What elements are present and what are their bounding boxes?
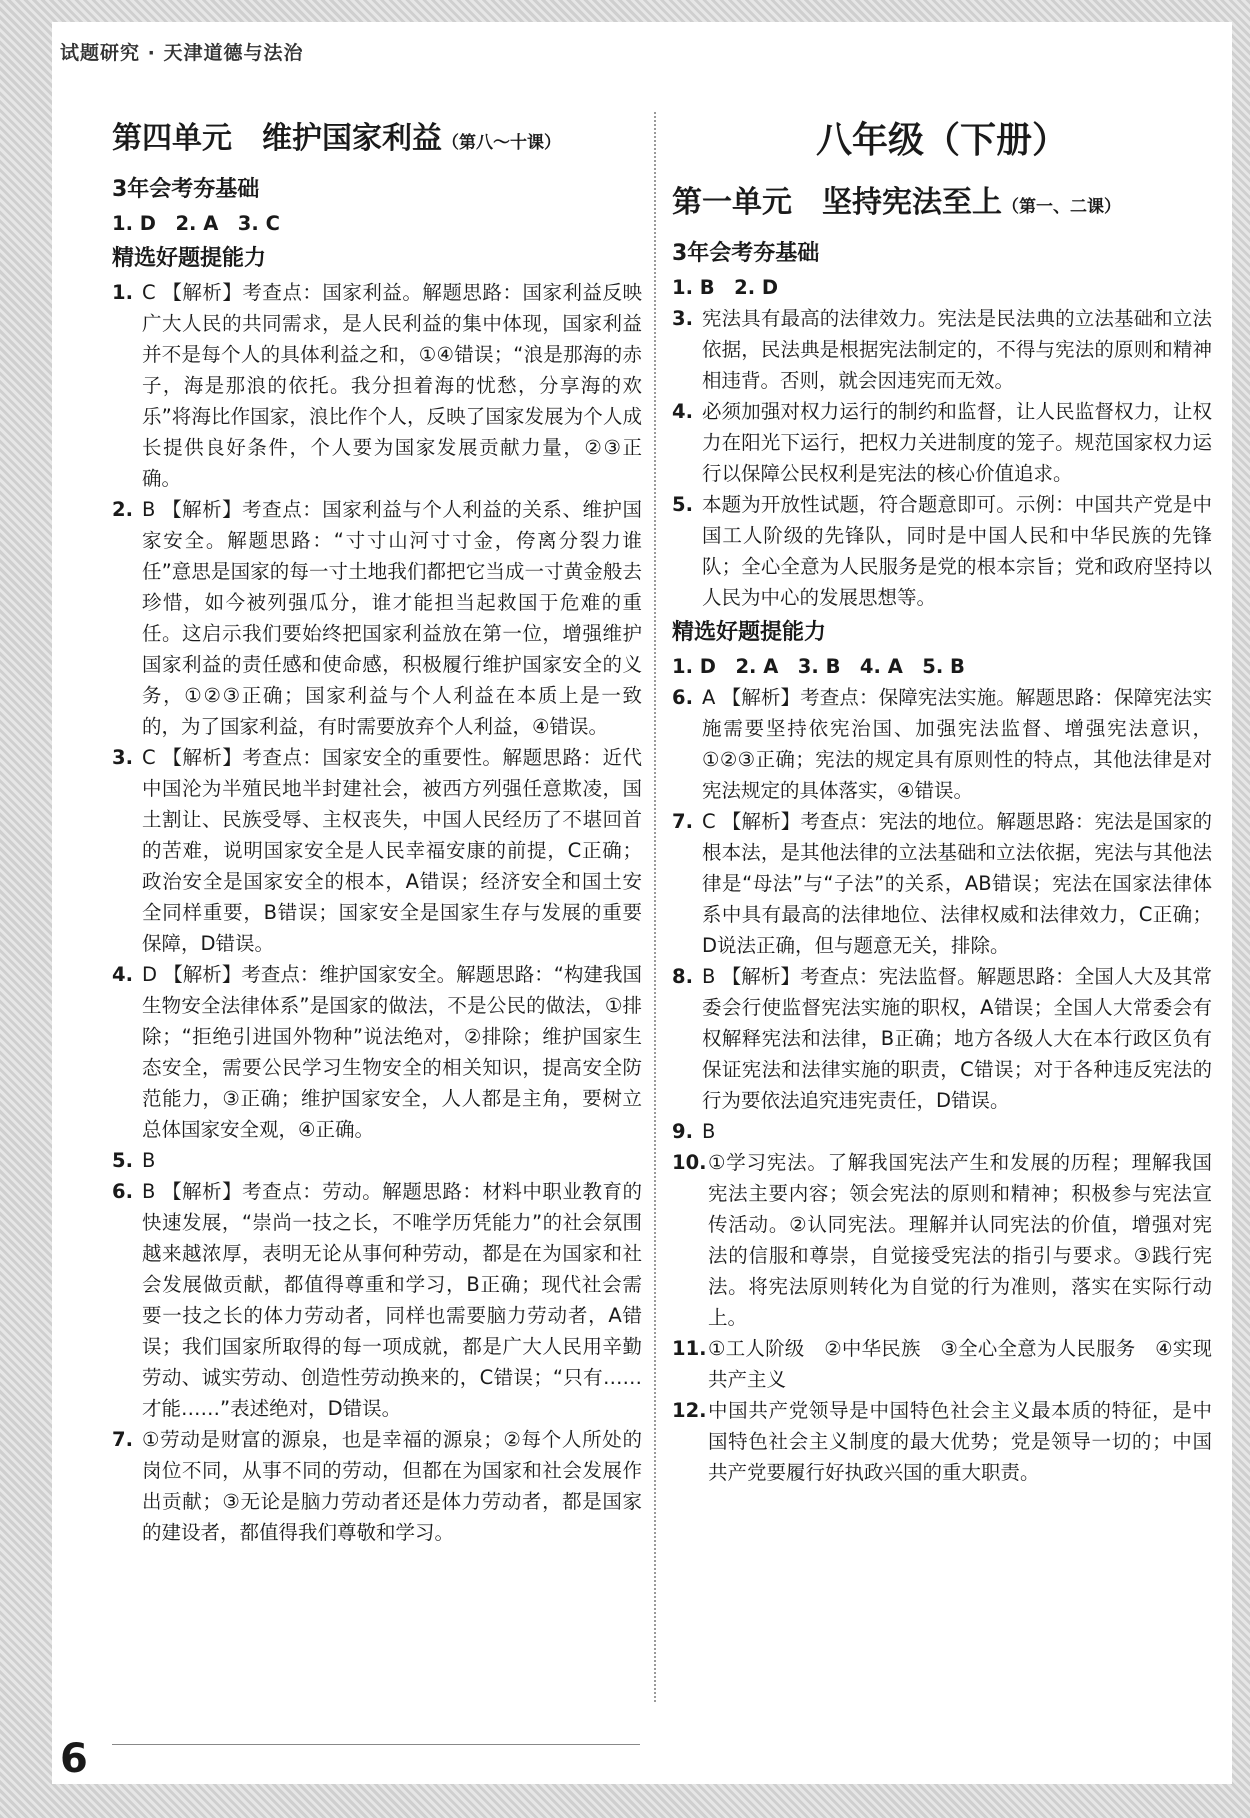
section-heading: 3年会考夯基础 [112,177,260,202]
unit-title-sub: （第八～十课） [442,133,561,153]
unit-title-left [112,116,642,166]
answer-item: 7. ①劳动是财富的源泉，也是幸福的源泉；②每个人所处的岗位不同，从事不同的劳动，但都在为国家和社会发展作出贡献；③无论是脑力劳动者还是体力劳动者，都是国家的建设者，都值得我们尊敬和学习。 [112,1428,642,1544]
answer-item: 5. 本题为开放性试题，符合题意即可。示例：中国共产党是中国工人阶级的先锋队，同时是中国人民和中华民族的先锋队；全心全意为人民服务是党的根本宗旨；党和政府坚持以人民为中心的发展思想等。 [672,493,1212,609]
answer-item: 6. A 【解析】考查点：保障宪法实施。解题思路：保障宪法实施需要坚持依宪治国、加强宪法监督、增强宪法意识，①②③正确；宪法的规定具有原则性的特点，其他法律是对宪法规定的具体落实，④错误。 [672,686,1212,802]
answer-item: 9. B [672,1120,716,1143]
answer-list [672,682,1212,1488]
answer-item: 11. ①工人阶级 ②中华民族 ③全心全意为人民服务 ④实现共产主义 [672,1337,1212,1391]
answer-item: 12. 中国共产党领导是中国特色社会主义最本质的特征，是中国特色社会主义制度的最大优势；党是领导一切的；中国共产党要履行好执政兴国的重大职责。 [672,1399,1212,1484]
running-header: 试题研究 · 天津道德与法治 [60,42,304,64]
right-column [672,116,1212,1488]
section-heading: 精选好题提能力 [672,620,827,645]
basics-answers: 1. D 2. A 3. C [112,212,280,235]
left-column [112,116,642,1548]
answer-item: 8. B 【解析】考查点：宪法监督。解题思路：全国人大及其常委会行使监督宪法实施的职权，A错误；全国人大常委会有权解释宪法和法律，B正确；地方各级人大在本行政区负有保证宪法和法律实施的职责，C错误；对于各种违反宪法的行为要依法追究违宪责任，D错误。 [672,965,1212,1112]
answer-item: 4. 必须加强对权力运行的制约和监督，让人民监督权力，让权力在阳光下运行，把权力关进制度的笼子。规范国家权力运行以保障公民权利是宪法的核心价值追求。 [672,400,1212,485]
grade-title: 八年级（下册） [815,120,1068,161]
answer-item: 5. B [112,1149,156,1172]
section-heading: 精选好题提能力 [112,246,267,271]
unit-title-text: 第四单元 维护国家利益 [112,121,442,156]
answer-list [112,277,642,1548]
answer-list [672,303,1212,613]
unit-title-right [672,180,1212,230]
answer-item: 3. 宪法具有最高的法律效力。宪法是民法典的立法基础和立法依据，民法典是根据宪法制定的，不得与宪法的原则和精神相违背。否则，就会因违宪而无效。 [672,307,1212,392]
basics-answers: 1. D 2. A 3. B 4. A 5. B [672,655,965,678]
answer-item: 10. ①学习宪法。了解我国宪法产生和发展的历程；理解我国宪法主要内容；领会宪法的原则和精神；积极参与宪法宣传活动。②认同宪法。理解并认同宪法的价值，增强对宪法的信服和尊崇，自觉接受宪法的指引与要求。③践行宪法。将宪法原则转化为自觉的行为准则，落实在实际行动上。 [672,1151,1212,1329]
basics-answers: 1. B 2. D [672,276,779,299]
column-divider [654,112,656,1702]
unit-title-text: 第一单元 坚持宪法至上 [672,185,1002,220]
answer-item: 1. C 【解析】考查点：国家利益。解题思路：国家利益反映广大人民的共同需求，是人民利益的集中体现，国家利益并不是每个人的具体利益之和，①④错误；“浪是那海的赤子，海是那浪的依托。我分担着海的忧愁，分享海的欢乐”将海比作国家，浪比作个人，反映了国家发展为个人成长提供良好条件，个人要为国家发展贡献力量，②③正确。 [112,281,642,490]
bottom-rule [112,1744,640,1745]
answer-item: 6. B 【解析】考查点：劳动。解题思路：材料中职业教育的快速发展，“崇尚一技之长，不唯学历凭能力”的社会氛围越来越浓厚，表明无论从事何种劳动，都是在为国家和社会发展做贡献，都值得尊重和学习，B正确；现代社会需要一技之长的体力劳动者，同样也需要脑力劳动者，A错误；我们国家所取得的每一项成就，都是广大人民用辛勤劳动、诚实劳动、创造性劳动换来的，C错误；“只有……才能……”表述绝对，D错误。 [112,1180,642,1420]
answer-item: 3. C 【解析】考查点：国家安全的重要性。解题思路：近代中国沦为半殖民地半封建社会，被西方列强任意欺凌，国土割让、民族受辱、主权丧失，中国人民经历了不堪回首的苦难，说明国家安全是人民幸福安康的前提，C正确；政治安全是国家安全的根本，A错误；经济安全和国土安全同样重要，B错误；国家安全是国家生存与发展的重要保障，D错误。 [112,746,642,955]
unit-title-sub: （第一、二课） [1002,197,1121,217]
section-heading: 3年会考夯基础 [672,241,820,266]
answer-item: 7. C 【解析】考查点：宪法的地位。解题思路：宪法是国家的根本法，是其他法律的立法基础和立法依据，宪法与其他法律是“母法”与“子法”的关系，AB错误；宪法在国家法律体系中具有最高的法律地位、法律权威和法律效力，C正确；D说法正确，但与题意无关，排除。 [672,810,1212,957]
answer-item: 4. D 【解析】考查点：维护国家安全。解题思路：“构建我国生物安全法律体系”是国家的做法，不是公民的做法，①排除；“拒绝引进国外物种”说法绝对，②排除；维护国家生态安全，需要公民学习生物安全的相关知识，提高安全防范能力，③正确；维护国家安全，人人都是主角，要树立总体国家安全观，④正确。 [112,963,642,1141]
page-number: 6 [60,1736,88,1782]
answer-item: 2. B 【解析】考查点：国家利益与个人利益的关系、维护国家安全。解题思路：“寸寸山河寸寸金，侉离分裂力谁任”意思是国家的每一寸土地我们都把它当成一寸黄金般去珍惜，如今被列强瓜分，谁才能担当起救国于危难的重任。这启示我们要始终把国家利益放在第一位，增强维护国家利益的责任感和使命感，积极履行维护国家安全的义务，①②③正确；国家利益与个人利益在本质上是一致的，为了国家利益，有时需要放弃个人利益，④错误。 [112,498,642,738]
